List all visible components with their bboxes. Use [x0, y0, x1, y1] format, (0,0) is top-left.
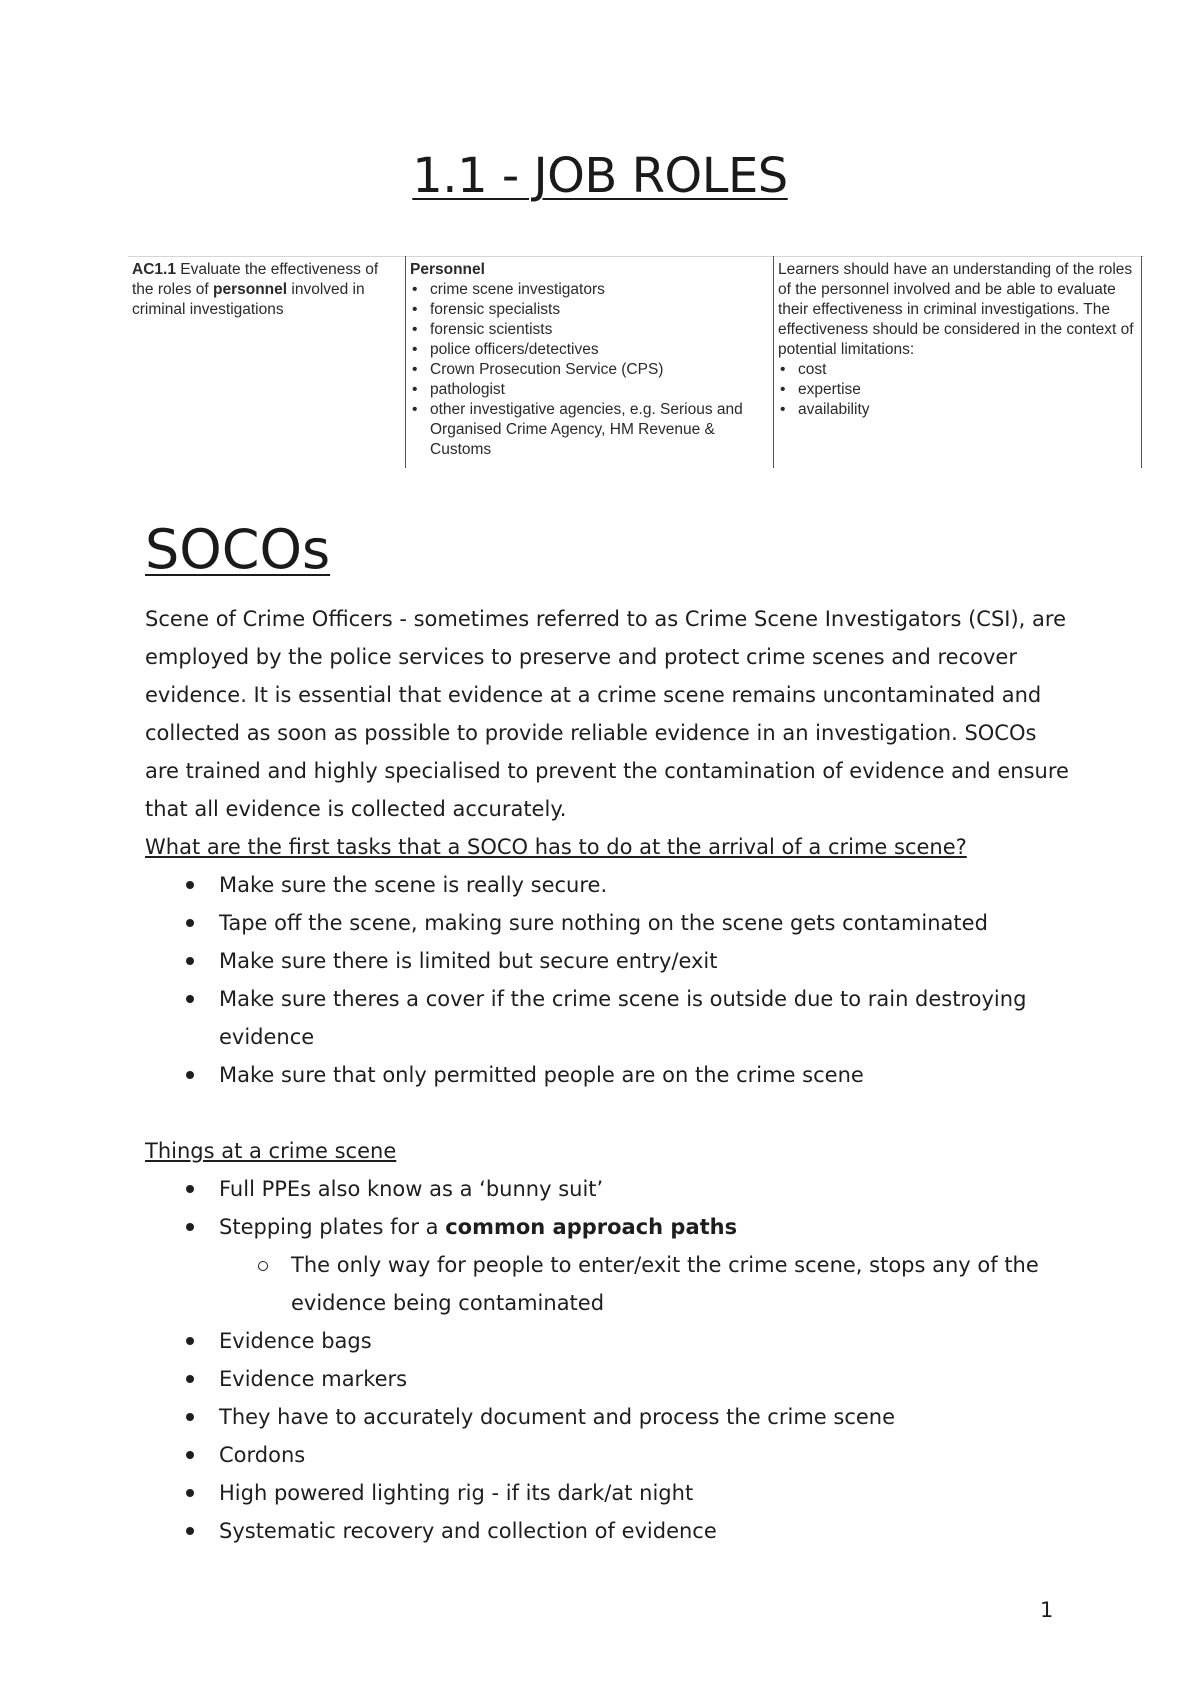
criterion-bold-word: personnel [213, 281, 288, 298]
page-title: 1.1 - JOB ROLES [412, 148, 788, 204]
list-item: • crime scene investigators [410, 280, 765, 300]
list-item: High powered lighting rig - if its dark/at night [145, 1474, 1075, 1512]
item-text: Stepping plates for a [219, 1215, 446, 1239]
assessment-criterion-cell [132, 260, 397, 320]
list-item: • forensic specialists [410, 300, 765, 320]
list-item: They have to accurately document and process the crime scene [145, 1398, 1075, 1436]
list-item: • Crown Prosecution Service (CPS) [410, 360, 765, 380]
guidance-cell [778, 260, 1138, 420]
list-item: • cost [778, 360, 1138, 380]
column-divider [1141, 256, 1142, 468]
list-item: Tape off the scene, making sure nothing on the scene gets contaminated [145, 904, 1075, 942]
criterion-text-end: involved in criminal investigations [132, 281, 365, 318]
personnel-cell [410, 260, 765, 460]
sub-list-item: The only way for people to enter/exit the crime scene, stops any of the evidence being contaminated [145, 1246, 1075, 1322]
column-divider [773, 256, 774, 468]
tasks-list [145, 866, 1075, 1094]
column-divider [405, 256, 406, 468]
list-item: Make sure the scene is really secure. [145, 866, 1075, 904]
list-item [145, 1208, 1075, 1246]
things-list [145, 1170, 1075, 1550]
criterion-text: Evaluate the effectiveness of the roles of [132, 261, 379, 298]
limitations-list [778, 360, 1138, 420]
list-item: Cordons [145, 1436, 1075, 1474]
guidance-text: Learners should have an understanding of the roles of the personnel involved and be able to evaluate their effectiveness in criminal investigations. The effectiveness should be considered in the context of potential limitations: [778, 261, 1134, 358]
list-item: Make sure that only permitted people are on the crime scene [145, 1056, 1075, 1094]
page-number: 1 [1040, 1598, 1054, 1622]
table-top-border [128, 256, 1144, 257]
list-item: • pathologist [410, 380, 765, 400]
list-item: Evidence bags [145, 1322, 1075, 1360]
first-tasks-question: What are the first tasks that a SOCO has to do at the arrival of a crime scene? [145, 835, 967, 859]
list-item: • availability [778, 400, 1138, 420]
personnel-heading: Personnel [410, 261, 485, 278]
list-item: • forensic scientists [410, 320, 765, 340]
things-heading: Things at a crime scene [145, 1139, 397, 1163]
specification-table [128, 256, 1144, 468]
intro-paragraph: Scene of Crime Officers - sometimes referred to as Crime Scene Investigators (CSI), are employed by the police services to preserve and protect crime scenes and recover evidence. It is essential that evidence at a crime scene remains uncontaminated and collected as soon as possible to provide reliable evidence in an investigation. SOCOs are trained and highly specialised to prevent the contamination of evidence and ensure that all evidence is collected accurately. [145, 607, 1069, 821]
list-item: Evidence markers [145, 1360, 1075, 1398]
personnel-list [410, 280, 765, 460]
criterion-code: AC1.1 [132, 261, 176, 278]
list-item: Make sure theres a cover if the crime scene is outside due to rain destroying evidence [145, 980, 1075, 1056]
list-item: • police officers/detectives [410, 340, 765, 360]
list-item: Full PPEs also know as a ‘bunny suit’ [145, 1170, 1075, 1208]
section-heading: SOCOs [145, 518, 331, 581]
list-item: Systematic recovery and collection of evidence [145, 1512, 1075, 1550]
list-item: • other investigative agencies, e.g. Serious and Organised Crime Agency, HM Revenue & Customs [410, 400, 765, 460]
item-bold-text: common approach paths [445, 1215, 738, 1239]
list-item: Make sure there is limited but secure entry/exit [145, 942, 1075, 980]
list-item: • expertise [778, 380, 1138, 400]
